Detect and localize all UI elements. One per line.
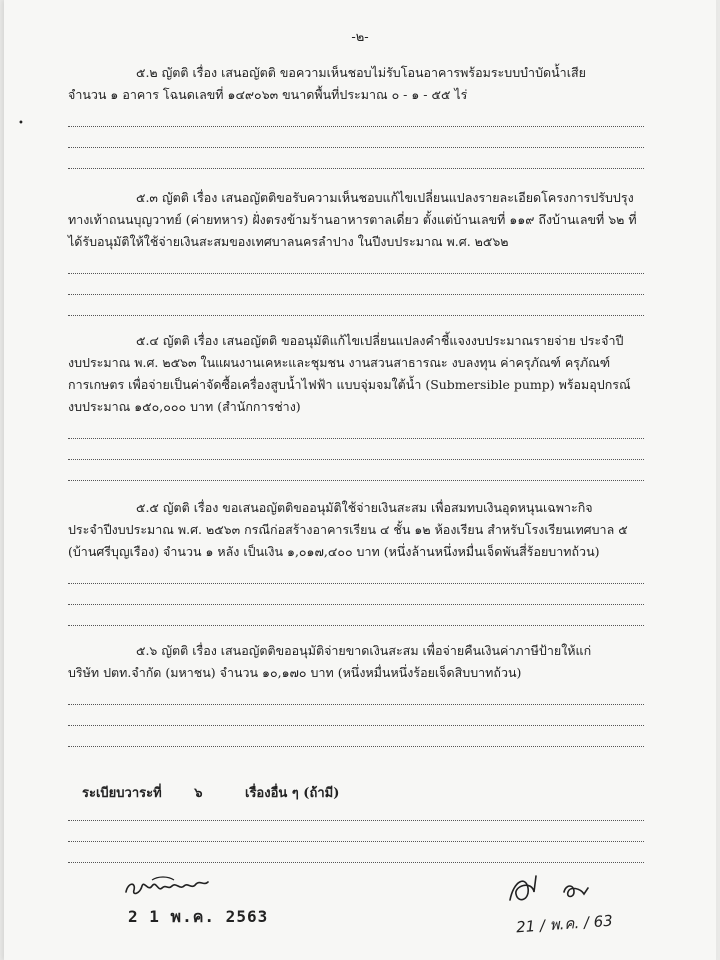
dotted-line: [68, 127, 644, 148]
dotted-line: [68, 460, 644, 481]
dotted-line: [68, 439, 644, 460]
dotted-line: [68, 800, 644, 821]
dotted-line: [68, 605, 644, 626]
item-first-line: ๕.๖ ญัตติ เรื่อง เสนอญัตติขออนุมัติจ่ายขาดเงินสะสม เพื่อจ่ายคืนเงินค่าภาษีป้ายให้แก่: [136, 643, 592, 658]
item-first-line: ๕.๓ ญัตติ เรื่อง เสนอญัตติขอรับความเห็นชอบแก้ไขเปลี่ยนแปลงรายละเอียดโครงการปรับปรุง: [136, 190, 634, 205]
right-signature: [504, 870, 614, 910]
agenda-item-5-5: [68, 497, 648, 626]
dotted-line: [68, 584, 644, 605]
item-paragraph: [68, 187, 648, 253]
dotted-line: [68, 274, 644, 295]
left-signature: [122, 872, 212, 900]
scan-speck: •: [18, 118, 24, 129]
item-continuation: ทางเท้าถนนบุญวาทย์ (ค่ายทหาร) ฝั่งตรงข้ามร้านอาหารตาลเดี่ยว ตั้งแต่บ้านเลขที่ ๑๑๙ ถึงบ้านเลขที่ ๖๒ ที่ได้รับอนุมัติให้ใช้จ่ายเงินสะสมของเทศบาลนครลำปาง ในปีงบประมาณ พ.ศ. ๒๕๖๒: [68, 212, 637, 249]
item-first-line: ๕.๕ ญัตติ เรื่อง ขอเสนอญัตติขออนุมัติใช้จ่ายเงินสะสม เพื่อสมทบเงินอุดหนุนเฉพาะกิจ: [136, 500, 593, 515]
item-continuation: งบประมาณ พ.ศ. ๒๕๖๓ ในแผนงานเคหะและชุมชน งานสวนสาธารณะ งบลงทุน ค่าครุภัณฑ์ ครุภัณฑ์การเกษตร เพื่อจ่ายเป็นค่าจัดซื้อเครื่องสูบน้ำไฟฟ้า แบบจุ่มจมใต้น้ำ (Submersible pump) พร้อมอุปกรณ์ งบประมาณ ๑๕๐,๐๐๐ บาท (สำนักการช่าง): [68, 355, 631, 414]
agenda-item-5-2: [68, 62, 648, 169]
dotted-line: [68, 821, 644, 842]
dotted-line: [68, 418, 644, 439]
item-paragraph: [68, 497, 648, 563]
item-paragraph: [68, 330, 648, 418]
dotted-line: [68, 148, 644, 169]
stamp-date: 2 1 พ.ค. 2563: [128, 907, 269, 926]
agenda-item-5-3: [68, 187, 648, 316]
page-number: -๒-: [351, 30, 369, 45]
item-paragraph: [68, 640, 648, 684]
item-continuation: จำนวน ๑ อาคาร โฉนดเลขที่ ๑๔๙๐๖๓ ขนาดพื้นที่ประมาณ ๐ - ๑ - ๕๕ ไร่: [68, 87, 468, 102]
agenda-label: ระเบียบวาระที่: [82, 786, 162, 801]
item-first-line: ๕.๒ ญัตติ เรื่อง เสนอญัตติ ขอความเห็นชอบไม่รับโอนอาคารพร้อมระบบบำบัดน้ำเสีย: [136, 65, 586, 80]
dotted-line: [68, 253, 644, 274]
agenda-dotted-lines: [68, 800, 648, 863]
handwritten-date: 21 / พ.ค. / 63: [515, 911, 614, 937]
dotted-line: [68, 684, 644, 705]
dotted-line: [68, 295, 644, 316]
item-continuation: บริษัท ปตท.จำกัด (มหาชน) จำนวน ๑๐,๑๗๐ บาท (หนึ่งหมื่นหนึ่งร้อยเจ็ดสิบบาทถ้วน): [68, 665, 522, 680]
dotted-line: [68, 563, 644, 584]
agenda-item-5-4: [68, 330, 648, 481]
agenda-item-5-6: [68, 640, 648, 747]
document-page: [4, 0, 716, 960]
item-paragraph: [68, 62, 648, 106]
dotted-line: [68, 106, 644, 127]
agenda-number: ๖: [194, 786, 203, 801]
dotted-line: [68, 842, 644, 863]
item-continuation: ประจำปีงบประมาณ พ.ศ. ๒๕๖๓ กรณีก่อสร้างอาคารเรียน ๔ ชั้น ๑๒ ห้องเรียน สำหรับโรงเรียนเทศบาล ๕ (บ้านศรีบุญเรือง) จำนวน ๑ หลัง เป็นเงิน ๑,๐๑๗,๔๐๐ บาท (หนึ่งล้านหนึ่งหมื่นเจ็ดพันสี่ร้อยบาทถ้วน): [68, 522, 628, 559]
dotted-line: [68, 705, 644, 726]
item-first-line: ๕.๔ ญัตติ เรื่อง เสนอญัตติ ขออนุมัติแก้ไขเปลี่ยนแปลงคำชี้แจงงบประมาณรายจ่าย ประจำปี: [136, 333, 624, 348]
agenda-title: เรื่องอื่น ๆ (ถ้ามี): [245, 786, 340, 801]
dotted-line: [68, 726, 644, 747]
